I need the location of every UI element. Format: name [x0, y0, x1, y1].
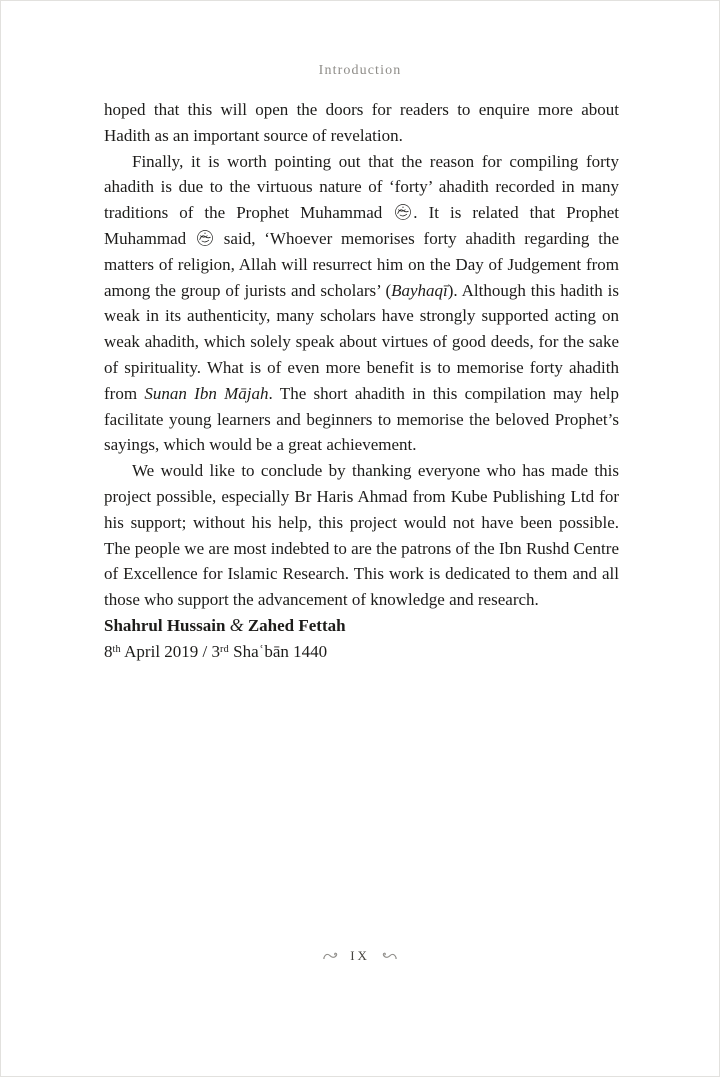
- footer-ornament-left-icon: [323, 951, 340, 961]
- paragraph-acknowledgements: [104, 458, 619, 613]
- pbuh-symbol-icon: [394, 203, 412, 221]
- text-run: . It is related that Prophet Muhammad: [104, 203, 619, 248]
- date-line: [104, 639, 619, 668]
- pbuh-symbol-icon: [196, 229, 214, 247]
- text-run: Shaʿbān 1440: [228, 641, 328, 661]
- text-run: Finally, it is worth pointing out that the reason for compiling forty ahadith is due to the virtuous nature of ‘forty’ ahadith recorded in many traditions of the Prophet Muhammad: [104, 151, 619, 223]
- running-header: [1, 63, 719, 79]
- footer-ornament-right-icon: [380, 951, 397, 961]
- text-run: th: [112, 643, 121, 655]
- text-run: Zahed Fettah: [243, 615, 346, 635]
- page-number: IX: [350, 948, 370, 963]
- text-run: hoped that this will open the doors for readers to enquire more about Hadith as an important source of revelation.: [104, 100, 619, 145]
- text-run: rd: [220, 643, 229, 655]
- text-run: said, ‘Whoever memorises forty ahadith regarding the matters of religion, Allah will resurrect him on the Day of Judgement from among the group of jurists and scholars’ (: [104, 228, 620, 300]
- text-run: &: [229, 614, 244, 635]
- paragraph-forty-ahadith: [104, 149, 619, 459]
- running-header-title: Introduction: [318, 63, 402, 78]
- text-run: Shahrul Hussain: [104, 615, 230, 635]
- text-run: April 2019 / 3: [120, 641, 221, 661]
- page-body: [104, 97, 619, 668]
- signature-line: [104, 613, 619, 639]
- text-run: . The short ahadith in this compilation may help facilitate young learners and beginners to memorise the beloved Prophet’s sayings, which would be a great achievement.: [104, 383, 619, 455]
- text-run: 8: [104, 641, 113, 661]
- text-run: Bayhaqī: [391, 280, 448, 300]
- paragraph-continuation: [104, 97, 619, 149]
- page-footer: [1, 948, 719, 964]
- text-run: We would like to conclude by thanking everyone who has made this project possible, especially Br Haris Ahmad from Kube Publishing Ltd for his support; without his help, this project would not have been possible. The people we are most indebted to are the patrons of the Ibn Rushd Centre of Excellence for Islamic Research. This work is dedicated to them and all those who support the advancement of knowledge and research.: [104, 461, 619, 610]
- text-run: Sunan Ibn Mājah: [144, 383, 269, 403]
- text-run: ). Although this hadith is weak in its authenticity, many scholars have strongly supported acting on weak ahadith, which solely speak about virtues of good deeds, for the sake of spirituality. What is of even more benefit is to memorise forty ahadith from: [104, 280, 619, 403]
